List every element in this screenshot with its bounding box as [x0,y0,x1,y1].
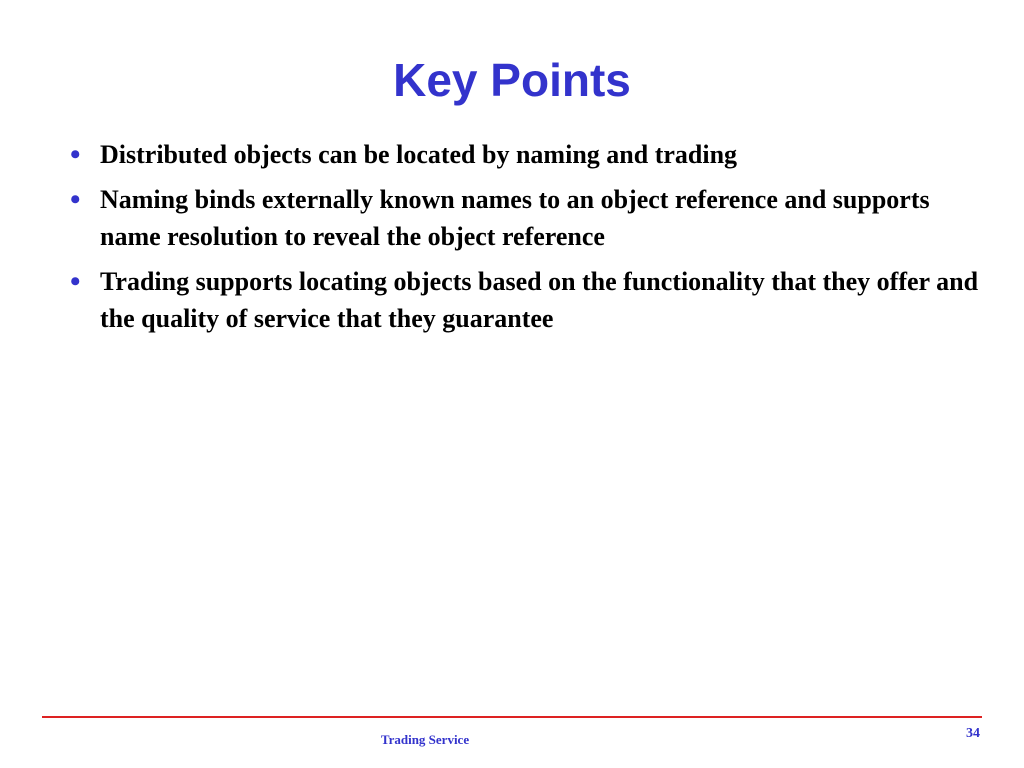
bullet-text: Naming binds externally known names to an object reference and supports name resolution to reveal the object reference [100,185,930,251]
footer-title: Trading Service [380,732,470,747]
bullet-dot-icon: • [70,265,81,298]
bullet-dot-icon: • [70,183,81,216]
bullet-text: Distributed objects can be located by naming and trading [100,140,738,169]
bullet-item [70,136,980,173]
bullet-dot-icon: • [70,138,81,171]
bullet-list [70,136,980,345]
bullet-text: Trading supports locating objects based on the functionality that they offer and the quality of service that they guarantee [100,267,979,333]
bullet-item [70,181,980,255]
bullet-item [70,263,980,337]
footer-divider [42,716,982,718]
page-number: 34 [966,726,980,741]
slide-title: Key Points [393,54,631,106]
